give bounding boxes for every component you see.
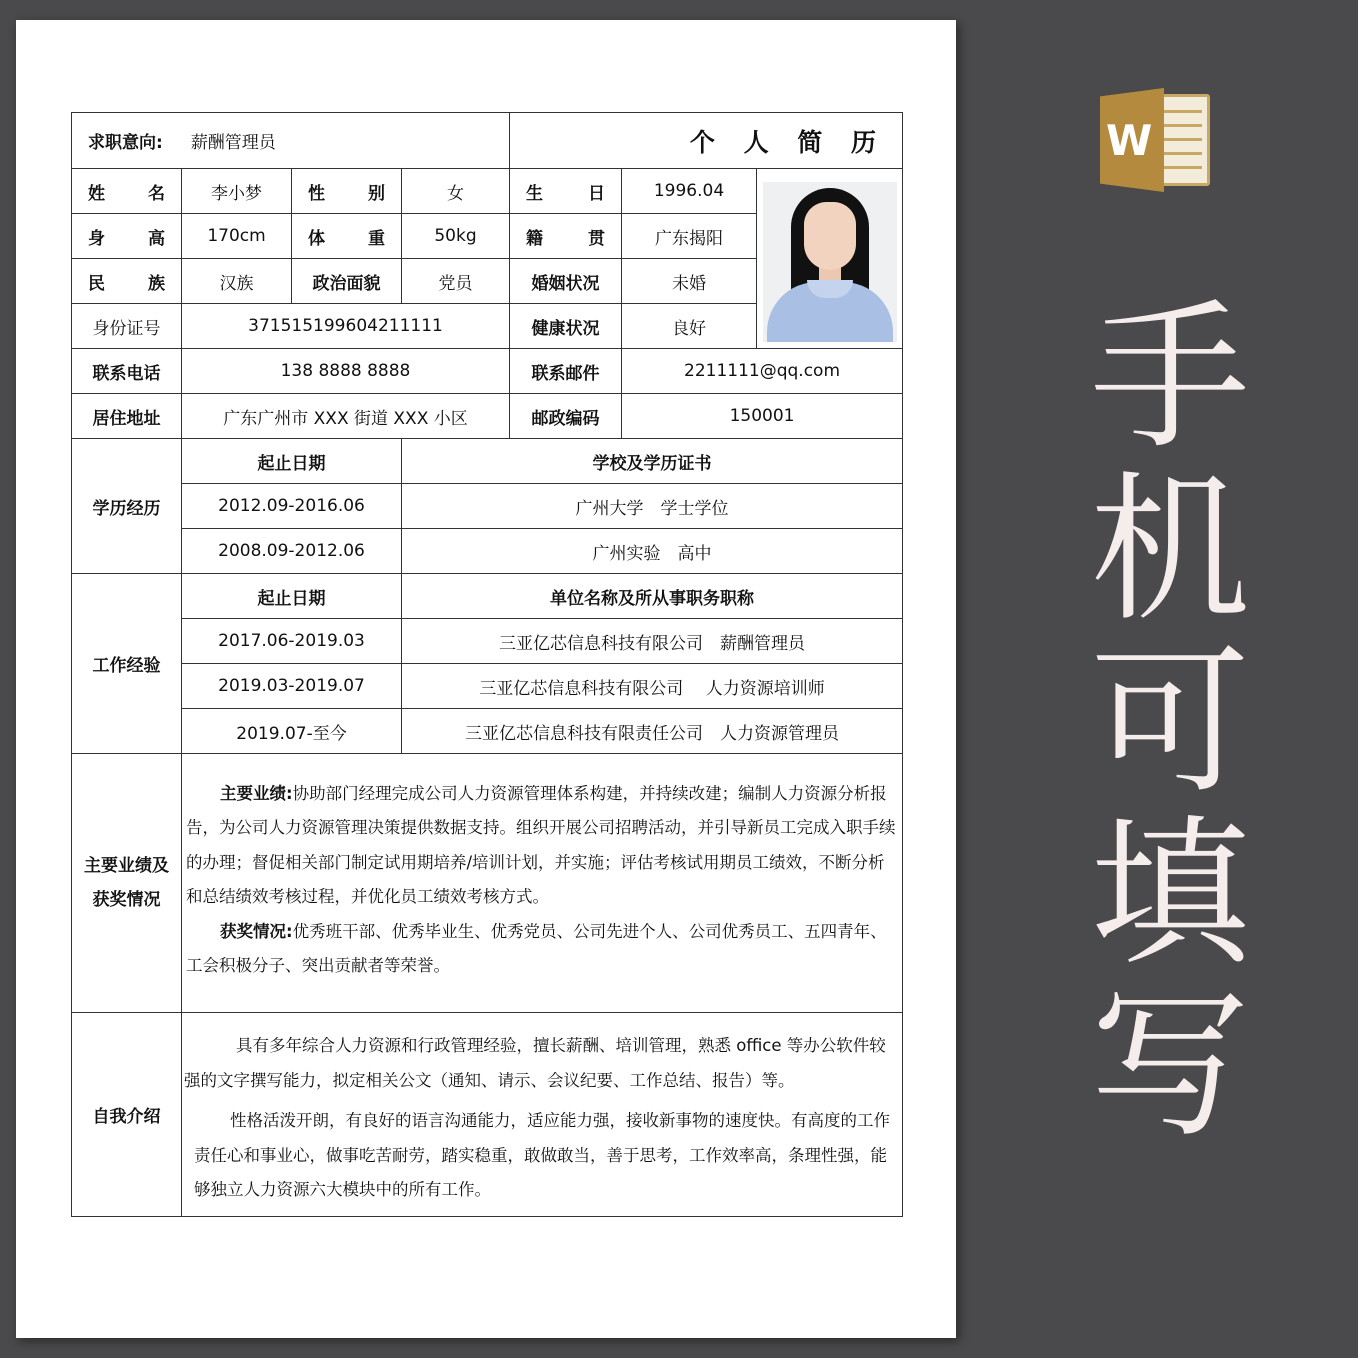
phone-label: 联系电话	[72, 349, 182, 394]
contact-row	[72, 349, 903, 394]
work-desc[interactable]: 三亚亿芯信息科技有限责任公司 人力资源管理员	[402, 709, 903, 754]
awards-text: 优秀班干部、优秀毕业生、优秀党员、公司先进个人、公司优秀员工、五四青年、工会积极分子、突出贡献者等荣誉。	[186, 921, 887, 975]
health-label: 健康状况	[510, 304, 622, 349]
awards-key: 获奖情况:	[220, 921, 293, 941]
self-intro-paragraph-1: 具有多年综合人力资源和行政管理经验，擅长薪酬、培训管理，熟悉 office 等办公软件较强的文字撰写能力，拟定相关公文（通知、请示、会议纪要、工作总结、报告）等。	[184, 1036, 886, 1090]
work-desc[interactable]: 三亚亿芯信息科技有限公司 薪酬管理员	[402, 619, 903, 664]
gender-value[interactable]: 女	[402, 169, 510, 214]
name-value[interactable]: 李小梦	[182, 169, 292, 214]
id-value[interactable]: 371515199604211111	[182, 304, 510, 349]
promo-char: 手	[1090, 284, 1251, 471]
zip-label: 邮政编码	[510, 394, 622, 439]
word-icon	[1100, 88, 1212, 192]
origin-label: 籍 贯	[510, 214, 622, 259]
resume-title: 个 人 简 历	[510, 113, 903, 169]
promo-vertical-text	[1090, 284, 1251, 1159]
intent-value[interactable]: 薪酬管理员	[190, 133, 276, 153]
height-label: 身 高	[72, 214, 182, 259]
self-intro-content[interactable]	[182, 1013, 903, 1217]
promo-char: 填	[1090, 800, 1251, 987]
resume-page	[16, 20, 956, 1338]
education-desc[interactable]: 广州实验 高中	[402, 529, 903, 574]
profile-photo	[763, 182, 897, 342]
work-row	[72, 709, 903, 754]
work-col-date: 起止日期	[182, 574, 402, 619]
education-col-school: 学校及学历证书	[402, 439, 903, 484]
word-icon-letter: W	[1106, 116, 1153, 165]
work-desc[interactable]: 三亚亿芯信息科技有限公司 人力资源培训师	[402, 664, 903, 709]
work-row	[72, 664, 903, 709]
address-value[interactable]: 广东广州市 XXX 街道 XXX 小区	[182, 394, 510, 439]
marital-value[interactable]: 未婚	[622, 259, 757, 304]
id-label: 身份证号	[72, 304, 182, 349]
zip-value[interactable]: 150001	[622, 394, 903, 439]
self-intro-label: 自我介绍	[72, 1013, 182, 1217]
basic-row-1	[72, 169, 903, 214]
work-label: 工作经验	[72, 574, 182, 754]
education-header-row	[72, 439, 903, 484]
ethnic-label: 民 族	[72, 259, 182, 304]
weight-value[interactable]: 50kg	[402, 214, 510, 259]
promo-char: 可	[1090, 628, 1251, 815]
name-label: 姓 名	[72, 169, 182, 214]
intent-label: 求职意向:	[88, 133, 163, 153]
birth-value[interactable]: 1996.04	[622, 169, 757, 214]
politics-value[interactable]: 党员	[402, 259, 510, 304]
work-date[interactable]: 2019.07-至今	[182, 709, 402, 754]
self-intro-row	[72, 1013, 903, 1217]
health-value[interactable]: 良好	[622, 304, 757, 349]
performance-key: 主要业绩:	[220, 783, 293, 803]
performance-text: 协助部门经理完成公司人力资源管理体系构建，并持续改建；编制人力资源分析报告，为公司人力资源管理决策提供数据支持。组织开展公司招聘活动，并引导新员工完成入职手续的办理；督促相关部门制定试用期培养/培训计划，并实施；评估考核试用期员工绩效，不断分析和总结绩效考核过程，并优化员工绩效考核方式。	[186, 783, 896, 906]
birth-label: 生 日	[510, 169, 622, 214]
intent-cell	[72, 113, 510, 169]
height-value[interactable]: 170cm	[182, 214, 292, 259]
achievements-label: 主要业绩及 获奖情况	[72, 754, 182, 1013]
resume-table	[71, 112, 903, 1217]
address-label: 居住地址	[72, 394, 182, 439]
politics-label: 政治面貌	[292, 259, 402, 304]
education-label: 学历经历	[72, 439, 182, 574]
address-row	[72, 394, 903, 439]
achievements-content[interactable]	[182, 754, 903, 1013]
education-date[interactable]: 2012.09-2016.06	[182, 484, 402, 529]
promo-char: 写	[1090, 972, 1251, 1159]
achievements-row	[72, 754, 903, 1013]
work-row	[72, 619, 903, 664]
weight-label: 体 重	[292, 214, 402, 259]
education-col-date: 起止日期	[182, 439, 402, 484]
promo-char: 机	[1090, 456, 1251, 643]
origin-value[interactable]: 广东揭阳	[622, 214, 757, 259]
work-date[interactable]: 2017.06-2019.03	[182, 619, 402, 664]
marital-label: 婚姻状况	[510, 259, 622, 304]
work-header-row	[72, 574, 903, 619]
self-intro-paragraph-2: 性格活泼开朗，有良好的语言沟通能力，适应能力强，接收新事物的速度快。有高度的工作责任心和事业心，做事吃苦耐劳，踏实稳重，敢做敢当，善于思考，工作效率高，条理性强，能够独立人力资源六大模块中的所有工作。	[194, 1111, 890, 1199]
photo-cell[interactable]	[757, 169, 903, 349]
work-col-company: 单位名称及所从事职务职称	[402, 574, 903, 619]
email-label: 联系邮件	[510, 349, 622, 394]
ethnic-value[interactable]: 汉族	[182, 259, 292, 304]
education-row	[72, 484, 903, 529]
education-desc[interactable]: 广州大学 学士学位	[402, 484, 903, 529]
header-row	[72, 113, 903, 169]
work-date[interactable]: 2019.03-2019.07	[182, 664, 402, 709]
gender-label: 性 别	[292, 169, 402, 214]
email-value[interactable]: 2211111@qq.com	[622, 349, 903, 394]
education-date[interactable]: 2008.09-2012.06	[182, 529, 402, 574]
phone-value[interactable]: 138 8888 8888	[182, 349, 510, 394]
education-row	[72, 529, 903, 574]
